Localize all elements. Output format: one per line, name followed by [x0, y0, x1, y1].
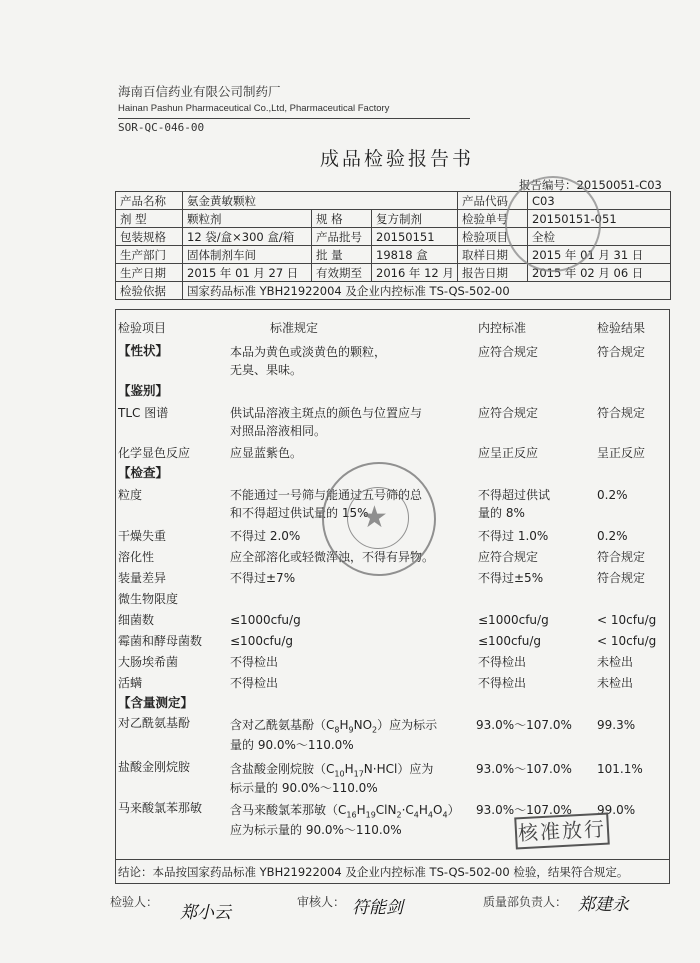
company-name-cn: 海南百信药业有限公司制药厂 [118, 84, 281, 99]
prop-internal: 应符合规定 [478, 345, 539, 359]
color-reaction-result: 呈正反应 [597, 446, 646, 460]
chlorphenamine-standard-line1: 含马来酸氯苯那敏$(C_{16}H_{19}ClN_2\cdot C_4H_4O_4)$ [230, 803, 460, 820]
amantadine-standard-line2: 标示量的 90.0%～110.0% [230, 781, 378, 795]
basis-value: 国家药品标准 YBH21922004 及企业内控标准 TS-QS-502-00 [183, 282, 671, 300]
chlorphenamine-result: 99.0% [597, 803, 636, 817]
report-date-value: 2015 年 02 月 06 日 [528, 264, 671, 282]
prod-date-value: 2015 年 01 月 27 日 [183, 264, 312, 282]
product-name-label: 产品名称 [116, 192, 183, 210]
fill-variation-standard: 不得过±7% [230, 571, 296, 585]
results-box [115, 309, 670, 884]
apap-standard-line1: 含对乙酰氨基酚$(C_8H_9NO_2)$应为标示 [230, 718, 438, 735]
test-no-label: 检验单号 [458, 210, 528, 228]
ecoli-name: 大肠埃希菌 [118, 655, 179, 669]
drying-result: 0.2% [597, 529, 628, 543]
reviewer-signature: 符能剑 [352, 898, 403, 918]
tlc-internal: 应符合规定 [478, 406, 539, 420]
granularity-result: 0.2% [597, 488, 628, 502]
apap-result: 99.3% [597, 718, 636, 732]
chlorphenamine-standard-line2: 应为标示量的 90.0%～110.0% [230, 823, 402, 837]
bacteria-count-internal: ≤1000cfu/g [478, 613, 549, 627]
quantity-label: 批 量 [312, 246, 372, 264]
section-examination: 【检查】 [118, 465, 169, 480]
prod-date-label: 生产日期 [116, 264, 183, 282]
drying-standard: 不得过 2.0% [230, 529, 301, 543]
tlc-standard-line1: 供试品溶液主斑点的颜色与位置应与 [230, 406, 423, 420]
inspector-signature: 郑小云 [180, 903, 231, 923]
granularity-internal-line2: 量的 8% [478, 506, 525, 520]
mold-yeast-name: 霉菌和酵母菌数 [118, 634, 203, 648]
batch-value: 20150151 [372, 228, 458, 246]
amantadine-result: 101.1% [597, 762, 643, 776]
package-value: 12 袋/盒×300 盒/箱 [183, 228, 312, 246]
company-name-en: Hainan Pashun Pharmaceutical Co.,Ltd, Pharmaceutical Factory [118, 103, 390, 114]
sample-date-label: 取样日期 [458, 246, 528, 264]
tlc-result: 符合规定 [597, 406, 646, 420]
expiry-label: 有效期至 [312, 264, 372, 282]
prop-standard-line1: 本品为黄色或淡黄色的颗粒， [230, 345, 387, 359]
seal-star-icon: ★ [361, 500, 388, 535]
section-properties: 【性状】 [118, 343, 169, 358]
product-name-value: 氨金黄敏颗粒 [183, 192, 458, 210]
product-code-label: 产品代码 [458, 192, 528, 210]
dosage-label: 剂 型 [116, 210, 183, 228]
document-code: SOR-QC-046-00 [118, 121, 205, 134]
mites-internal: 不得检出 [478, 676, 527, 690]
tlc-standard-line2: 对照品溶液相同。 [230, 424, 327, 438]
spec-value: 复方制剂 [372, 210, 458, 228]
report-date-label: 报告日期 [458, 264, 528, 282]
solubility-internal: 应符合规定 [478, 550, 539, 564]
mites-result: 未检出 [597, 676, 634, 690]
apap-internal: 93.0%～107.0% [476, 718, 572, 732]
microbial-limit-name: 微生物限度 [118, 592, 179, 606]
chlorphenamine-name: 马来酸氯苯那敏 [118, 801, 203, 815]
ecoli-result: 未检出 [597, 655, 634, 669]
chlorphenamine-internal: 93.0%～107.0% [476, 803, 572, 817]
reviewer-label: 审核人： [297, 895, 346, 909]
info-row [116, 282, 671, 300]
mites-standard: 不得检出 [230, 676, 279, 690]
qa-manager-label: 质量部负责人： [483, 895, 568, 909]
stamp-top-right [505, 176, 601, 272]
section-identification: 【鉴别】 [118, 383, 169, 398]
tlc-name: TLC 图谱 [118, 406, 169, 420]
solubility-standard: 应全部溶化或轻微浑浊，不得有异物。 [230, 550, 435, 564]
granularity-standard-line1: 不能通过一号筛与能通过五号筛的总 [230, 488, 423, 502]
batch-label: 产品批号 [312, 228, 372, 246]
mites-name: 活螨 [118, 676, 143, 690]
header-rule [118, 118, 470, 119]
mold-yeast-internal: ≤100cfu/g [478, 634, 542, 648]
bacteria-count-result: < 10cfu/g [597, 613, 657, 627]
qa-manager-signature: 郑建永 [578, 895, 629, 915]
quantity-value: 19818 盒 [372, 246, 458, 264]
color-reaction-internal: 应呈正反应 [478, 446, 539, 460]
bacteria-count-name: 细菌数 [118, 613, 155, 627]
test-item-label: 检验项目 [458, 228, 528, 246]
package-label: 包装规格 [116, 228, 183, 246]
test-no-value: 20150151-051 [528, 210, 671, 228]
prop-result: 符合规定 [597, 345, 646, 359]
section-assay: 【含量测定】 [118, 695, 194, 710]
test-item-value: 全检 [528, 228, 671, 246]
col-header-result: 检验结果 [597, 321, 646, 335]
inspector-label: 检验人： [110, 895, 159, 909]
fill-variation-result: 符合规定 [597, 571, 646, 585]
amantadine-standard-line1: 含盐酸金刚烷胺$(C_{10}H_{17}N\cdot HCl)$应为 [230, 762, 434, 779]
prop-standard-line2: 无臭、果味。 [230, 363, 303, 377]
bacteria-count-standard: ≤1000cfu/g [230, 613, 301, 627]
granularity-internal-line1: 不得超过供试 [478, 488, 551, 502]
ecoli-internal: 不得检出 [478, 655, 527, 669]
report-number: 报告编号：20150051-C03 [519, 178, 662, 192]
col-header-standard: 标准规定 [270, 321, 319, 335]
page-title: 成品检验报告书 [320, 148, 475, 170]
amantadine-internal: 93.0%～107.0% [476, 762, 572, 776]
conclusion-text: 结论：本品按国家药品标准 YBH21922004 及企业内控标准 TS-QS-502-00 检验，结果符合规定。 [118, 865, 629, 879]
dept-label: 生产部门 [116, 246, 183, 264]
col-header-internal: 内控标准 [478, 321, 527, 335]
apap-standard-line2: 量的 90.0%～110.0% [230, 738, 354, 752]
spec-label: 规 格 [312, 210, 372, 228]
granularity-standard-line2: 和不得超过供试量的 15% [230, 506, 369, 520]
mold-yeast-result: < 10cfu/g [597, 634, 657, 648]
sample-date-value: 2015 年 01 月 31 日 [528, 246, 671, 264]
approved-release-stamp: 核准放行 [514, 813, 610, 850]
info-row [116, 264, 671, 282]
seal-inner-ring [347, 487, 409, 549]
apap-name: 对乙酰氨基酚 [118, 716, 191, 730]
col-header-item: 检验项目 [118, 321, 167, 335]
mold-yeast-standard: ≤100cfu/g [230, 634, 294, 648]
color-reaction-standard: 应显蓝紫色。 [230, 446, 303, 460]
fill-variation-name: 装量差异 [118, 571, 167, 585]
summary-divider [115, 859, 670, 860]
basis-label: 检验依据 [116, 282, 183, 300]
color-reaction-name: 化学显色反应 [118, 446, 191, 460]
amantadine-name: 盐酸金刚烷胺 [118, 760, 191, 774]
dept-value: 固体制剂车间 [183, 246, 312, 264]
product-code-value: C03 [528, 192, 671, 210]
granularity-name: 粒度 [118, 488, 143, 502]
solubility-name: 溶化性 [118, 550, 155, 564]
dosage-value: 颗粒剂 [183, 210, 312, 228]
drying-name: 干燥失重 [118, 529, 167, 543]
drying-internal: 不得过 1.0% [478, 529, 549, 543]
solubility-result: 符合规定 [597, 550, 646, 564]
fill-variation-internal: 不得过±5% [478, 571, 544, 585]
expiry-value: 2016 年 12 月 [372, 264, 458, 282]
ecoli-standard: 不得检出 [230, 655, 279, 669]
